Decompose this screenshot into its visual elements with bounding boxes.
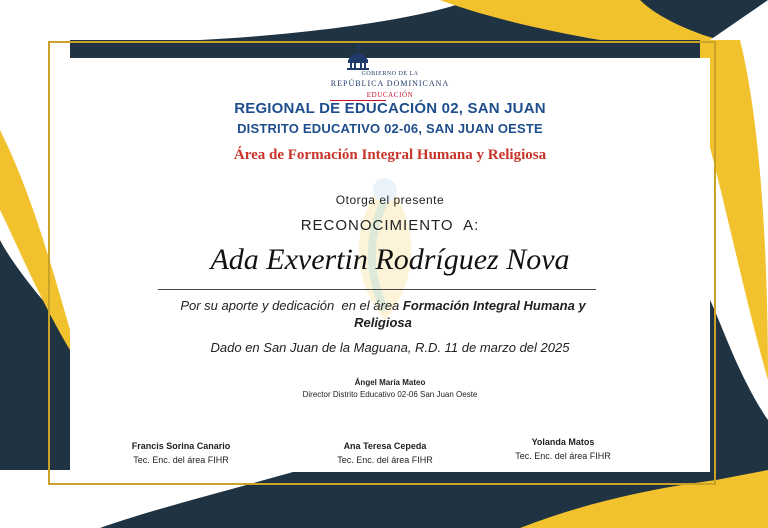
reconocimiento-title: RECONOCIMIENTO A: <box>300 217 480 234</box>
area-heading: Área de Formación Integral Humana y Religiosa <box>233 147 547 163</box>
aporte-prefix: Por su aporte y dedicación en el área <box>180 298 403 313</box>
signer-middle-name: Ana Teresa Cepeda <box>343 441 427 451</box>
recipient-name: Ada Exvertin Rodríguez Nova <box>210 243 570 276</box>
signer-left-role: Tec. Enc. del área FIHR <box>133 455 229 465</box>
regional-heading: REGIONAL DE EDUCACIÓN 02, SAN JUAN <box>234 100 546 117</box>
emblem-line-gobierno: GOBIERNO DE LA <box>361 71 419 77</box>
recipient-underline <box>158 289 596 290</box>
aporte-text <box>150 297 616 331</box>
signer-right-name: Yolanda Matos <box>531 437 595 447</box>
director-name: Ángel María Mateo <box>354 378 426 387</box>
signer-middle-role: Tec. Enc. del área FIHR <box>337 455 433 465</box>
otorga-text: Otorga el presente <box>335 193 445 207</box>
aporte-area-bold: Formación Integral Humana y Religiosa <box>354 298 586 330</box>
emblem-line-republica: REPÚBLICA DOMINICANA <box>330 79 450 88</box>
government-emblem-icon <box>344 44 372 70</box>
director-role: Director Distrito Educativo 02-06 San Juan Oeste <box>302 390 478 399</box>
dado-text: Dado en San Juan de la Maguana, R.D. 11 de marzo del 2025 <box>210 340 570 355</box>
signer-left-name: Francis Sorina Canario <box>131 441 231 451</box>
emblem-line-educacion: EDUCACIÓN <box>366 91 414 99</box>
distrito-heading: DISTRITO EDUCATIVO 02-06, SAN JUAN OESTE <box>237 121 543 136</box>
signer-right-role: Tec. Enc. del área FIHR <box>515 451 611 461</box>
